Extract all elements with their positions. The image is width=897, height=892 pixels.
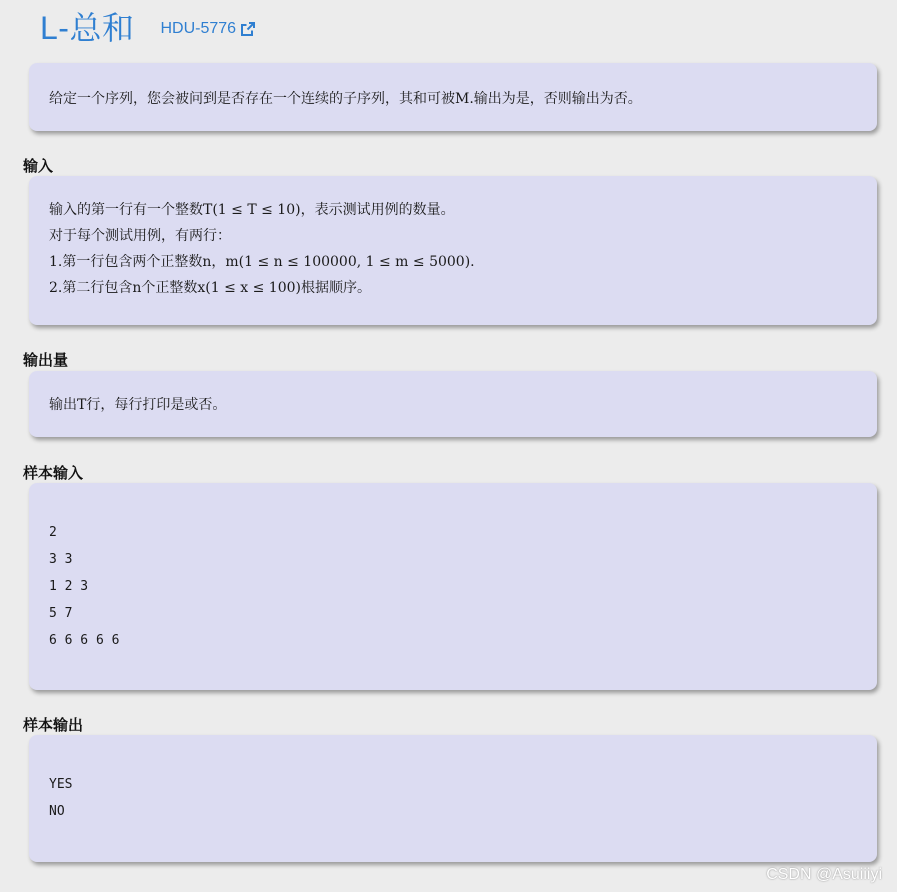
description-text: 给定一个序列，您会被问到是否存在一个连续的子序列，其和可被M.输出为是，否则输出为否。 [49,91,642,107]
output-text: 输出T行，每行打印是或否。 [49,397,227,413]
sample-input-card [29,483,877,690]
sample-output-line: YES [49,777,73,792]
input-line: 2.第二行包含n个正整数x(1 ≤ x ≤ 100)根据顺序。 [49,280,371,296]
input-line: 对于每个测试用例，有两行： [49,228,231,244]
sample-input-heading: 样本输入 [23,464,84,482]
sample-input-line: 5 7 [49,606,73,621]
sample-input-line: 2 [49,525,57,540]
source-link-label: HDU-5776 [160,20,237,37]
external-link-icon [240,21,256,37]
sample-input-line: 6 6 6 6 6 [49,633,120,648]
watermark: CSDN @Asuiiiyi [766,866,882,883]
sample-input-line: 1 2 3 [49,579,89,594]
output-heading: 输出量 [23,351,69,369]
sample-output-line: NO [49,804,65,819]
sample-output-heading: 样本输出 [23,716,84,734]
input-heading: 输入 [23,157,54,175]
title-row [40,2,256,50]
input-line: 1.第一行包含两个正整数n，m(1 ≤ n ≤ 100000, 1 ≤ m ≤ 5000). [49,254,475,270]
output-card [29,371,877,437]
source-link[interactable] [160,20,256,38]
input-card [29,176,877,325]
page-title: L-总和 [40,10,135,46]
sample-input-line: 3 3 [49,552,73,567]
sample-output-card [29,735,877,862]
description-card [29,63,877,131]
input-line: 输入的第一行有一个整数T(1 ≤ T ≤ 10)，表示测试用例的数量。 [49,202,455,218]
